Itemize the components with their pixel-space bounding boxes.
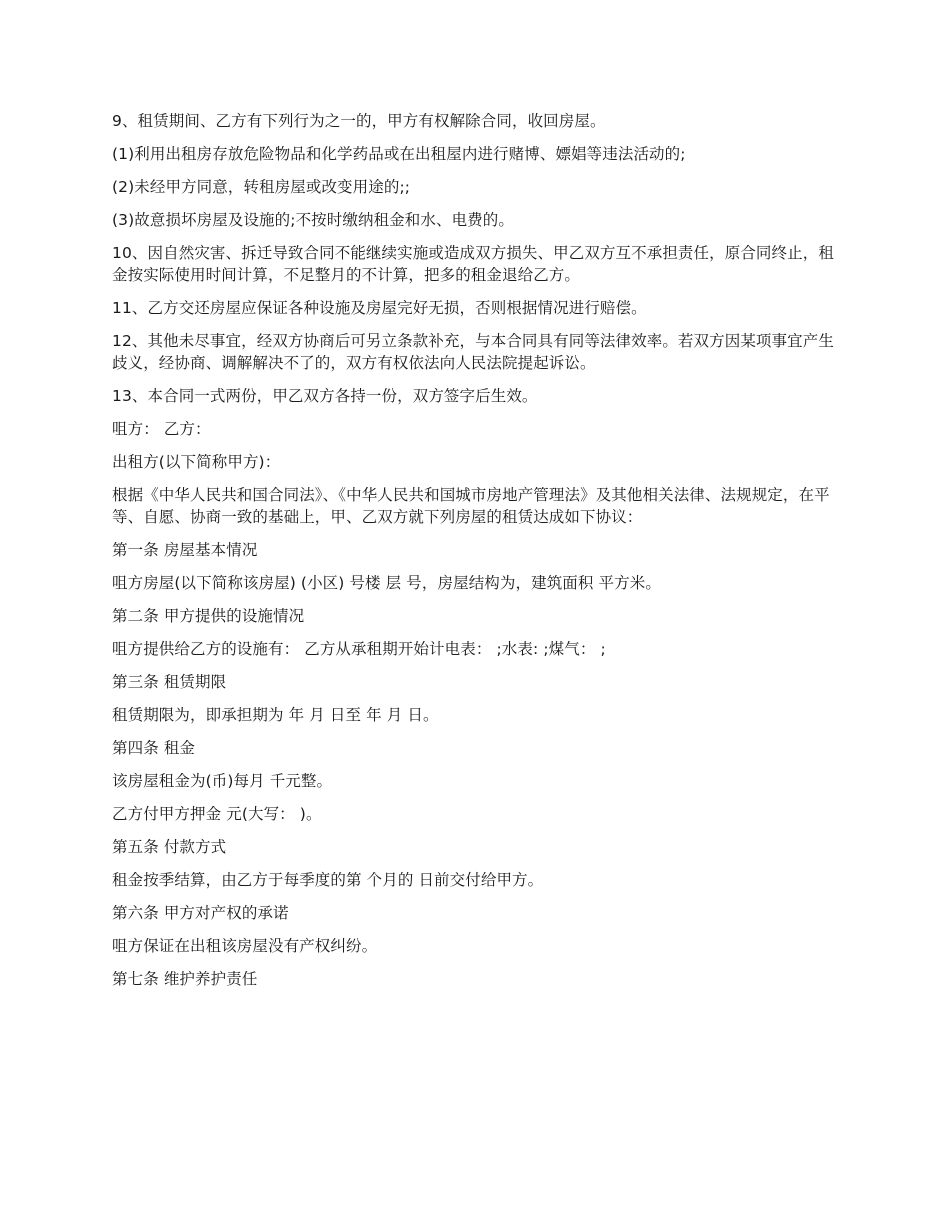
clause-9-item-2: (2)未经甲方同意，转租房屋或改变用途的;;	[112, 178, 411, 196]
article-2-heading: 第二条 甲方提供的设施情况	[112, 607, 305, 625]
article-4-heading: 第四条 租金	[112, 739, 196, 757]
clause-13: 13、本合同一式两份，甲乙双方各持一份，双方签字后生效。	[112, 387, 538, 405]
document-body	[112, 110, 842, 1001]
signature-line: 咀方： 乙方：	[112, 420, 211, 438]
article-3-heading: 第三条 租赁期限	[112, 673, 227, 691]
article-5-body: 租金按季结算，由乙方于每季度的第 个月的 日前交付给甲方。	[112, 871, 544, 889]
article-7-heading: 第七条 维护养护责任	[112, 970, 258, 988]
clause-9-item-1: (1)利用出租房存放危险物品和化学药品或在出租屋内进行赌博、嫖娼等违法活动的;	[112, 145, 686, 163]
clause-11: 11、乙方交还房屋应保证各种设施及房屋完好无损，否则根据情况进行赔偿。	[112, 299, 647, 317]
article-1-heading: 第一条 房屋基本情况	[112, 541, 258, 559]
article-2-body: 咀方提供给乙方的设施有： 乙方从承租期开始计电表： ;水表: ;煤气： ;	[112, 640, 606, 658]
clause-10: 10、因自然灾害、拆迁导致合同不能继续实施或造成双方损失、甲乙双方互不承担责任，原合同终止，租金按实际使用时间计算，不足整月的不计算，把多的租金退给乙方。	[112, 244, 834, 284]
preamble: 根据《中华人民共和国合同法》、《中华人民共和国城市房地产管理法》及其他相关法律、法规规定，在平等、自愿、协商一致的基础上，甲、乙双方就下列房屋的租赁达成如下协议：	[112, 486, 830, 526]
clause-12: 12、其他未尽事宜，经双方协商后可另立条款补充，与本合同具有同等法律效率。若双方因某项事宜产生歧义，经协商、调解解决不了的，双方有权依法向人民法院提起诉讼。	[112, 332, 834, 372]
clause-9-item-3: (3)故意损坏房屋及设施的;不按时缴纳租金和水、电费的。	[112, 211, 514, 229]
clause-9: 9、租赁期间、乙方有下列行为之一的，甲方有权解除合同，收回房屋。	[112, 112, 606, 130]
lessor-line: 出租方(以下简称甲方)：	[112, 453, 281, 471]
article-6-heading: 第六条 甲方对产权的承诺	[112, 904, 289, 922]
article-1-body: 咀方房屋(以下简称该房屋) (小区) 号楼 层 号，房屋结构为，建筑面积 平方米。	[112, 574, 661, 592]
article-3-body: 租赁期限为，即承担期为 年 月 日至 年 月 日。	[112, 706, 439, 724]
article-5-heading: 第五条 付款方式	[112, 838, 227, 856]
article-4-body-rent: 该房屋租金为(币)每月 千元整。	[112, 772, 333, 790]
article-6-body: 咀方保证在出租该房屋没有产权纠纷。	[112, 937, 378, 955]
article-4-body-deposit: 乙方付甲方押金 元(大写： )。	[112, 805, 322, 823]
